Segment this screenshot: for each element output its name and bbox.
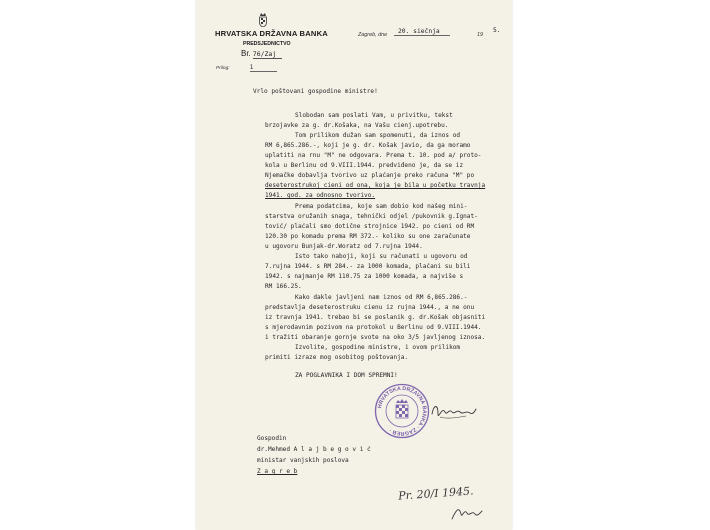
signature-icon bbox=[430, 400, 478, 422]
handwritten-date-text: Pr. 20/I 1945. bbox=[397, 484, 474, 503]
body-line: u ugovoru Bunjak-dr.Woratz od 7.rujna 1944. bbox=[265, 243, 423, 250]
office-name: PREDSJEDNICTVO bbox=[243, 41, 291, 47]
body-line: Prema podatcima, koje sam dobio kod našeg mini- bbox=[295, 203, 468, 210]
body-line: predstavlja deseterostruku cienu iz rujna 1944., a ne onu bbox=[265, 304, 475, 311]
official-stamp-icon bbox=[374, 383, 430, 439]
body-line: iz travnja 1941. trebao bi se poslanik g. dr.Košak objasniti bbox=[265, 314, 486, 321]
body-line: brzojavke za g. dr.Košaka, na Vašu cienj.upotrebu. bbox=[265, 122, 449, 129]
body-line: Tom prilikom dužan sam spomenuti, da iznos od bbox=[295, 132, 461, 139]
body-line: Kako dakle javljeni nam iznos od RM 6,865.286.- bbox=[295, 294, 468, 301]
place-label: Zagreb, dne bbox=[358, 32, 388, 38]
recipient-city: Z a g r e b bbox=[257, 468, 298, 475]
closing-slogan: ZA POGLAVNIKA I DOM SPREMNI! bbox=[295, 372, 398, 379]
stamp-text: HRVATSKA DRŽAVNA BANKA · ZAGREB · bbox=[377, 385, 428, 437]
salutation-line: Vrlo poštovani gospodine ministre! bbox=[253, 88, 378, 95]
body-line: uplatiti na rnu "M" ne odgovara. Prema t. 10. pod a/ proto- bbox=[265, 152, 482, 159]
letter-page bbox=[196, 0, 512, 530]
underlined-line: deseterostrukoj cieni od ona, koja je bila u početku travnja bbox=[265, 182, 486, 189]
body-line: 7.rujna 1944. s RM 284.- za 1000 komada, plaćani su bili bbox=[265, 263, 471, 270]
body-line: 1942. s najmanje RM 110.75 za 1000 komada, a najviše s bbox=[265, 273, 464, 280]
handwritten-receipt-note bbox=[396, 480, 480, 504]
body-line: primiti izraze mog osobitog poštovanja. bbox=[265, 354, 409, 361]
body-line: Izvolite, gospodine ministre, i ovom prilikom bbox=[295, 344, 461, 351]
svg-text:HRVATSKA DRŽAVNA BANKA · ZAGRE bbox=[377, 386, 427, 436]
body-line: i tražiti obaranje gornje svote na oko 3/5 javljenog iznosa. bbox=[265, 334, 486, 341]
body-line: s mjerodavnim pozivom na protokol u Berlinu od 9.VIII.1944. bbox=[265, 324, 482, 331]
body-line: Slobodan sam poslati Vam, u privitku, tekst bbox=[295, 112, 453, 119]
handwritten-initials-icon bbox=[450, 504, 484, 522]
recipient-salutation: Gospodin bbox=[257, 435, 287, 442]
bank-name: HRVATSKA DRŽAVNA BANKA bbox=[215, 29, 328, 38]
reference-label: Br. bbox=[241, 49, 251, 58]
body-line: kola u Berlinu od 9.VIII.1944. predviđeno je, da se iz bbox=[265, 162, 464, 169]
body-line: RM 166.25. bbox=[265, 283, 302, 290]
underlined-line: 1941. god. za odnosno tvorivo. bbox=[265, 192, 376, 199]
enclosure-value: 1 bbox=[250, 64, 278, 72]
year-label: 19 bbox=[477, 32, 483, 38]
reference-number bbox=[241, 49, 282, 58]
year-value: 5. bbox=[493, 27, 501, 34]
body-line: RM 6,865.286.-, koji je g. dr. Košak javio, da ga moramo bbox=[265, 142, 471, 149]
body-line: Njemačke dobavlja tvorivo uz plaćanje preko računa "M" po bbox=[265, 172, 475, 179]
body-line: Isto tako naboji, koji su računati u ugovoru od bbox=[295, 253, 468, 260]
recipient-title: ministar vanjskih poslova bbox=[257, 457, 349, 464]
body-line: tović/ plaćali smo dotične strojnice 1942. po cieni od RM bbox=[265, 223, 475, 230]
enclosure-line bbox=[216, 64, 277, 71]
reference-value: 76/Zaj bbox=[253, 50, 282, 59]
recipient-name: dr.Mehmed A l a j b e g o v i ć bbox=[257, 446, 371, 453]
body-line: 120.30 po komadu prema RM 372.- koliko su one zaračunate bbox=[265, 233, 471, 240]
enclosure-label: Prilog: bbox=[216, 66, 230, 71]
letter-date: 20. siečnja bbox=[394, 28, 450, 36]
bank-crest-icon bbox=[258, 13, 268, 27]
body-line: starstva oružanih snaga, tehnički odjel /pukovnik g.Ignat- bbox=[265, 213, 478, 220]
